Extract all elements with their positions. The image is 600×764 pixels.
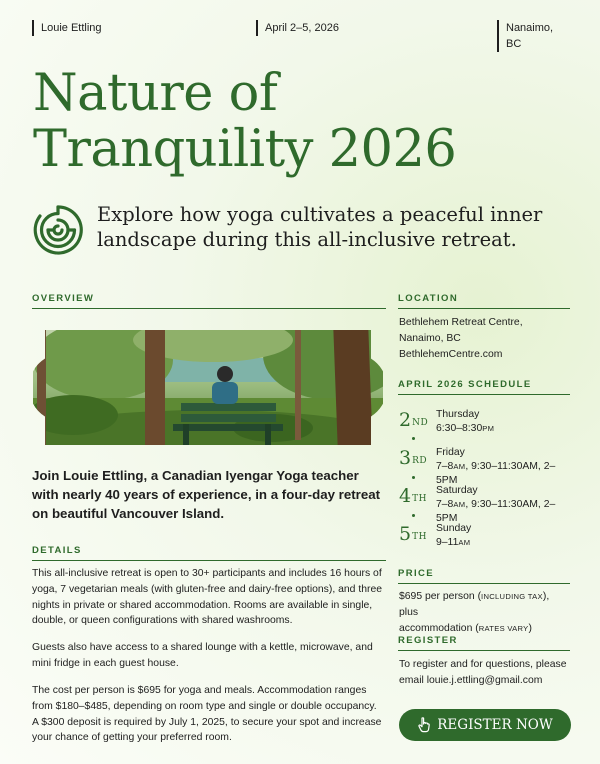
location-heading: LOCATION [398, 293, 570, 309]
schedule-day-3 [399, 484, 571, 524]
location-line-1: Bethlehem Retreat Centre, [399, 317, 523, 328]
register-heading: REGISTER [398, 635, 570, 651]
details-paragraph-2: Guests also have access to a shared lounge with a kettle, microwave, and mini fridge in each guest house. [32, 642, 373, 669]
schedule-day-text: Friday 7–8AM, 9:30–11:30AM, 2–5PM [436, 447, 556, 486]
schedule-dot [412, 437, 415, 440]
register-now-button[interactable] [399, 709, 571, 741]
subtitle-line-2: landscape during this all-inclusive retreat. [97, 228, 517, 251]
register-button-label: REGISTER NOW [437, 717, 553, 733]
schedule-day-text: Saturday 7–8AM, 9:30–11:30AM, 2–5PM [436, 485, 556, 524]
price-heading: PRICE [398, 568, 570, 584]
event-place: Nanaimo, BC [497, 20, 568, 52]
hand-pointer-icon [417, 717, 431, 733]
details-paragraph-1: This all-inclusive retreat is open to 30+ participants and includes 16 hours of yoga, 7 vegetarian meals (with gluten-free and dairy-free options), and three nights in private or shared accommodation. Rooms are available in single, double, or queen configurations with shared washrooms. [32, 568, 383, 627]
details-heading: DETAILS [32, 545, 386, 561]
schedule-day-number: 3RD [399, 447, 428, 469]
schedule-day-number: 4TH [399, 485, 427, 507]
schedule-day-text: Sunday 9–11AM [436, 523, 472, 548]
subtitle [97, 202, 542, 252]
register-text: To register and for questions, please email louie.j.ettling@gmail.com [399, 659, 567, 686]
overview-heading: OVERVIEW [32, 293, 386, 309]
schedule-dot [412, 476, 415, 479]
forest-bench-photo [33, 320, 383, 455]
schedule-heading: APRIL 2026 SCHEDULE [398, 379, 570, 395]
location-line-2: Nanaimo, BC [399, 333, 461, 344]
details-paragraph-3: The cost per person is $695 for yoga and meals. Accommodation ranges from $180–$485, depending on room type and single or double occupancy. A $300 deposit is required by July 1, 2025, to secure your spot and increase your chance of getting your preferred room. [32, 685, 382, 744]
schedule-dot [412, 514, 415, 517]
schedule-day-1 [399, 408, 571, 442]
page-title [33, 66, 456, 178]
schedule-day-number: 5TH [399, 523, 427, 545]
schedule-day-number: 2ND [399, 409, 429, 431]
overview-lead: Join Louie Ettling, a Canadian Iyengar Yoga teacher with nearly 40 years of experience, in a four-day retreat on beautiful Vancouver Island. [32, 468, 381, 521]
title-line-2: Tranquility 2026 [33, 120, 457, 179]
subtitle-line-1: Explore how yoga cultivates a peaceful inner [97, 203, 543, 226]
top-info-bar [32, 20, 568, 50]
teacher-name: Louie Ettling [32, 20, 102, 36]
event-dates: April 2–5, 2026 [256, 20, 339, 36]
labyrinth-icon [32, 204, 84, 256]
location-text [399, 315, 571, 363]
schedule-day-2 [399, 446, 571, 486]
location-website-link[interactable]: BethlehemCentre.com [399, 349, 503, 360]
subtitle-block [32, 202, 580, 262]
title-line-1: Nature of [33, 64, 278, 123]
schedule-day-text: Thursday 6:30–8:30PM [436, 409, 495, 434]
price-text: $695 per person (INCLUDING TAX), plus accommodation (RATES VARY) [399, 591, 550, 634]
schedule-day-4 [399, 522, 571, 556]
